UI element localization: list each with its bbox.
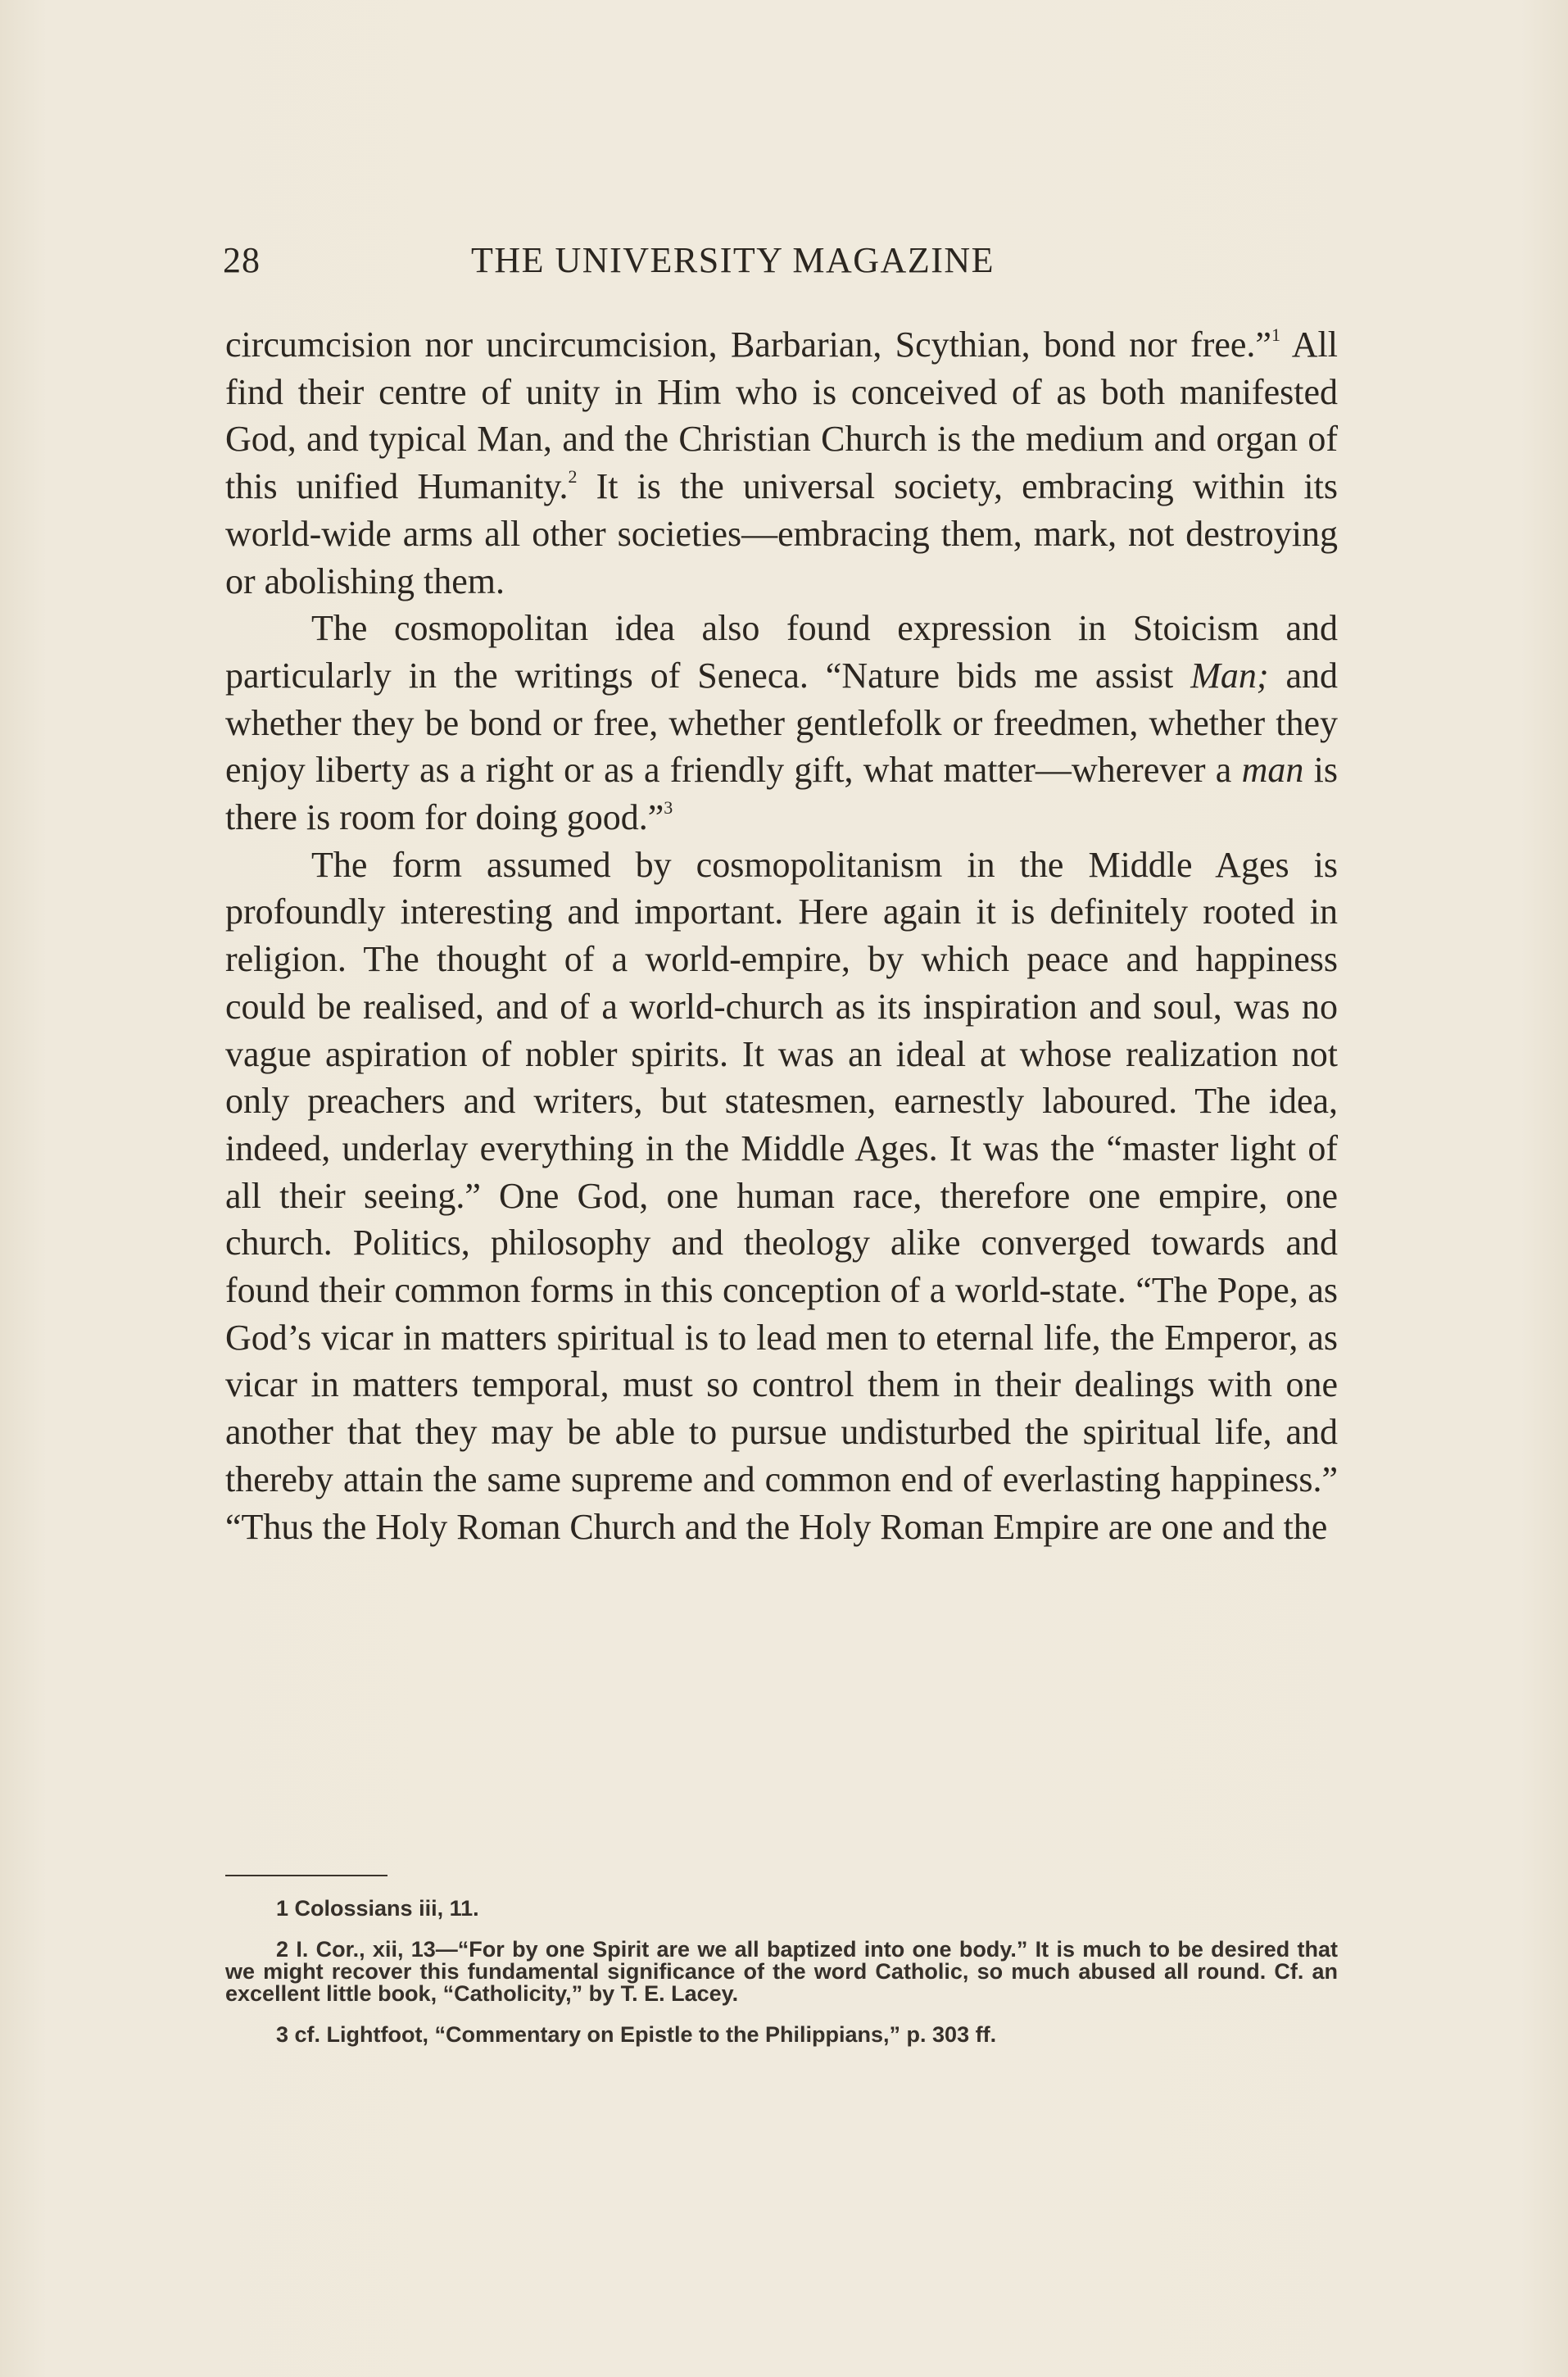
page-header [223,236,1337,285]
footnote-ref-3: 3 [664,797,673,819]
paragraph-2-text-b: and whether they be bond or free, whether gentlefolk or freedmen, whether they enjoy liberty as a right or as a friendly gift, what matter—wherever a [225,655,1338,791]
paragraph-2-text-c: is there is room for doing good.” [225,750,1338,838]
footnote-ref-2: 2 [568,466,578,488]
paragraph-1 [225,321,1338,605]
paragraph-2-text-a: The cosmopolitan idea also found expression in Stoicism and particularly in the writings of Seneca. “Nature bids me assist [225,608,1338,696]
footnote-3: 3 cf. Lightfoot, “Commentary on Epistle to the Philippians,” p. 303 ff. [276,2022,997,2047]
footnote-divider [225,1875,387,1876]
paragraph-1-text-a: circumcision nor uncircumcision, Barbarian, Scythian, bond nor free.” [225,324,1271,365]
paragraph-2 [225,605,1338,841]
body-text [225,321,1338,1550]
page-number: 28 [223,240,261,280]
italic-man-capital: Man; [1190,655,1269,696]
paragraph-1-text-b: All find their centre of unity in Him who is conceived of as both manifested God, and typical Man, and the Christian Church is the medium and organ of this unified Humanity. [225,324,1339,507]
running-title: THE UNIVERSITY MAGAZINE [471,240,995,280]
footnote-1: 1 Colossians iii, 11. [276,1896,479,1921]
footnotes [225,1898,1338,2065]
footnote-2: 2 I. Cor., xii, 13—“For by one Spirit are we all baptized into one body.” It is much to be desired that we might recover this fundamental significance of the word Catholic, so much abused all round. Cf. an excellent little book, “Catholicity,” by T. E. Lacey. [225,1937,1338,2006]
footnote-ref-1: 1 [1271,324,1280,345]
paragraph-3: The form assumed by cosmopolitanism in the Middle Ages is profoundly interesting and important. Here again it is definitely rooted in religion. The thought of a world-empire, by which peace and happiness could be realised, and of a world-church as its inspiration and soul, was no vague aspiration of nobler spirits. It was an ideal at whose realization not only preachers and writers, but statesmen, earnestly laboured. The idea, indeed, underlay everything in the Middle Ages. It was the “master light of all their seeing.” One God, one human race, therefore one empire, one church. Politics, philosophy and theology alike converged towards and found their common forms in this conception of a world-state. “The Pope, as God’s vicar in matters spiritual is to lead men to eternal life, the Emperor, as vicar in matters temporal, must so control them in their dealings with one another that they may be able to pursue undisturbed the spiritual life, and thereby attain the same supreme and common end of everlasting happiness.” “Thus the Holy Roman Church and the Holy Roman Empire are one and the [225,844,1338,1547]
paragraph-1-text-c: It is the universal society, embracing within its world-wide arms all other societies—embracing them, mark, not destroying or abolishing them. [225,466,1338,601]
italic-man: man [1241,750,1304,791]
